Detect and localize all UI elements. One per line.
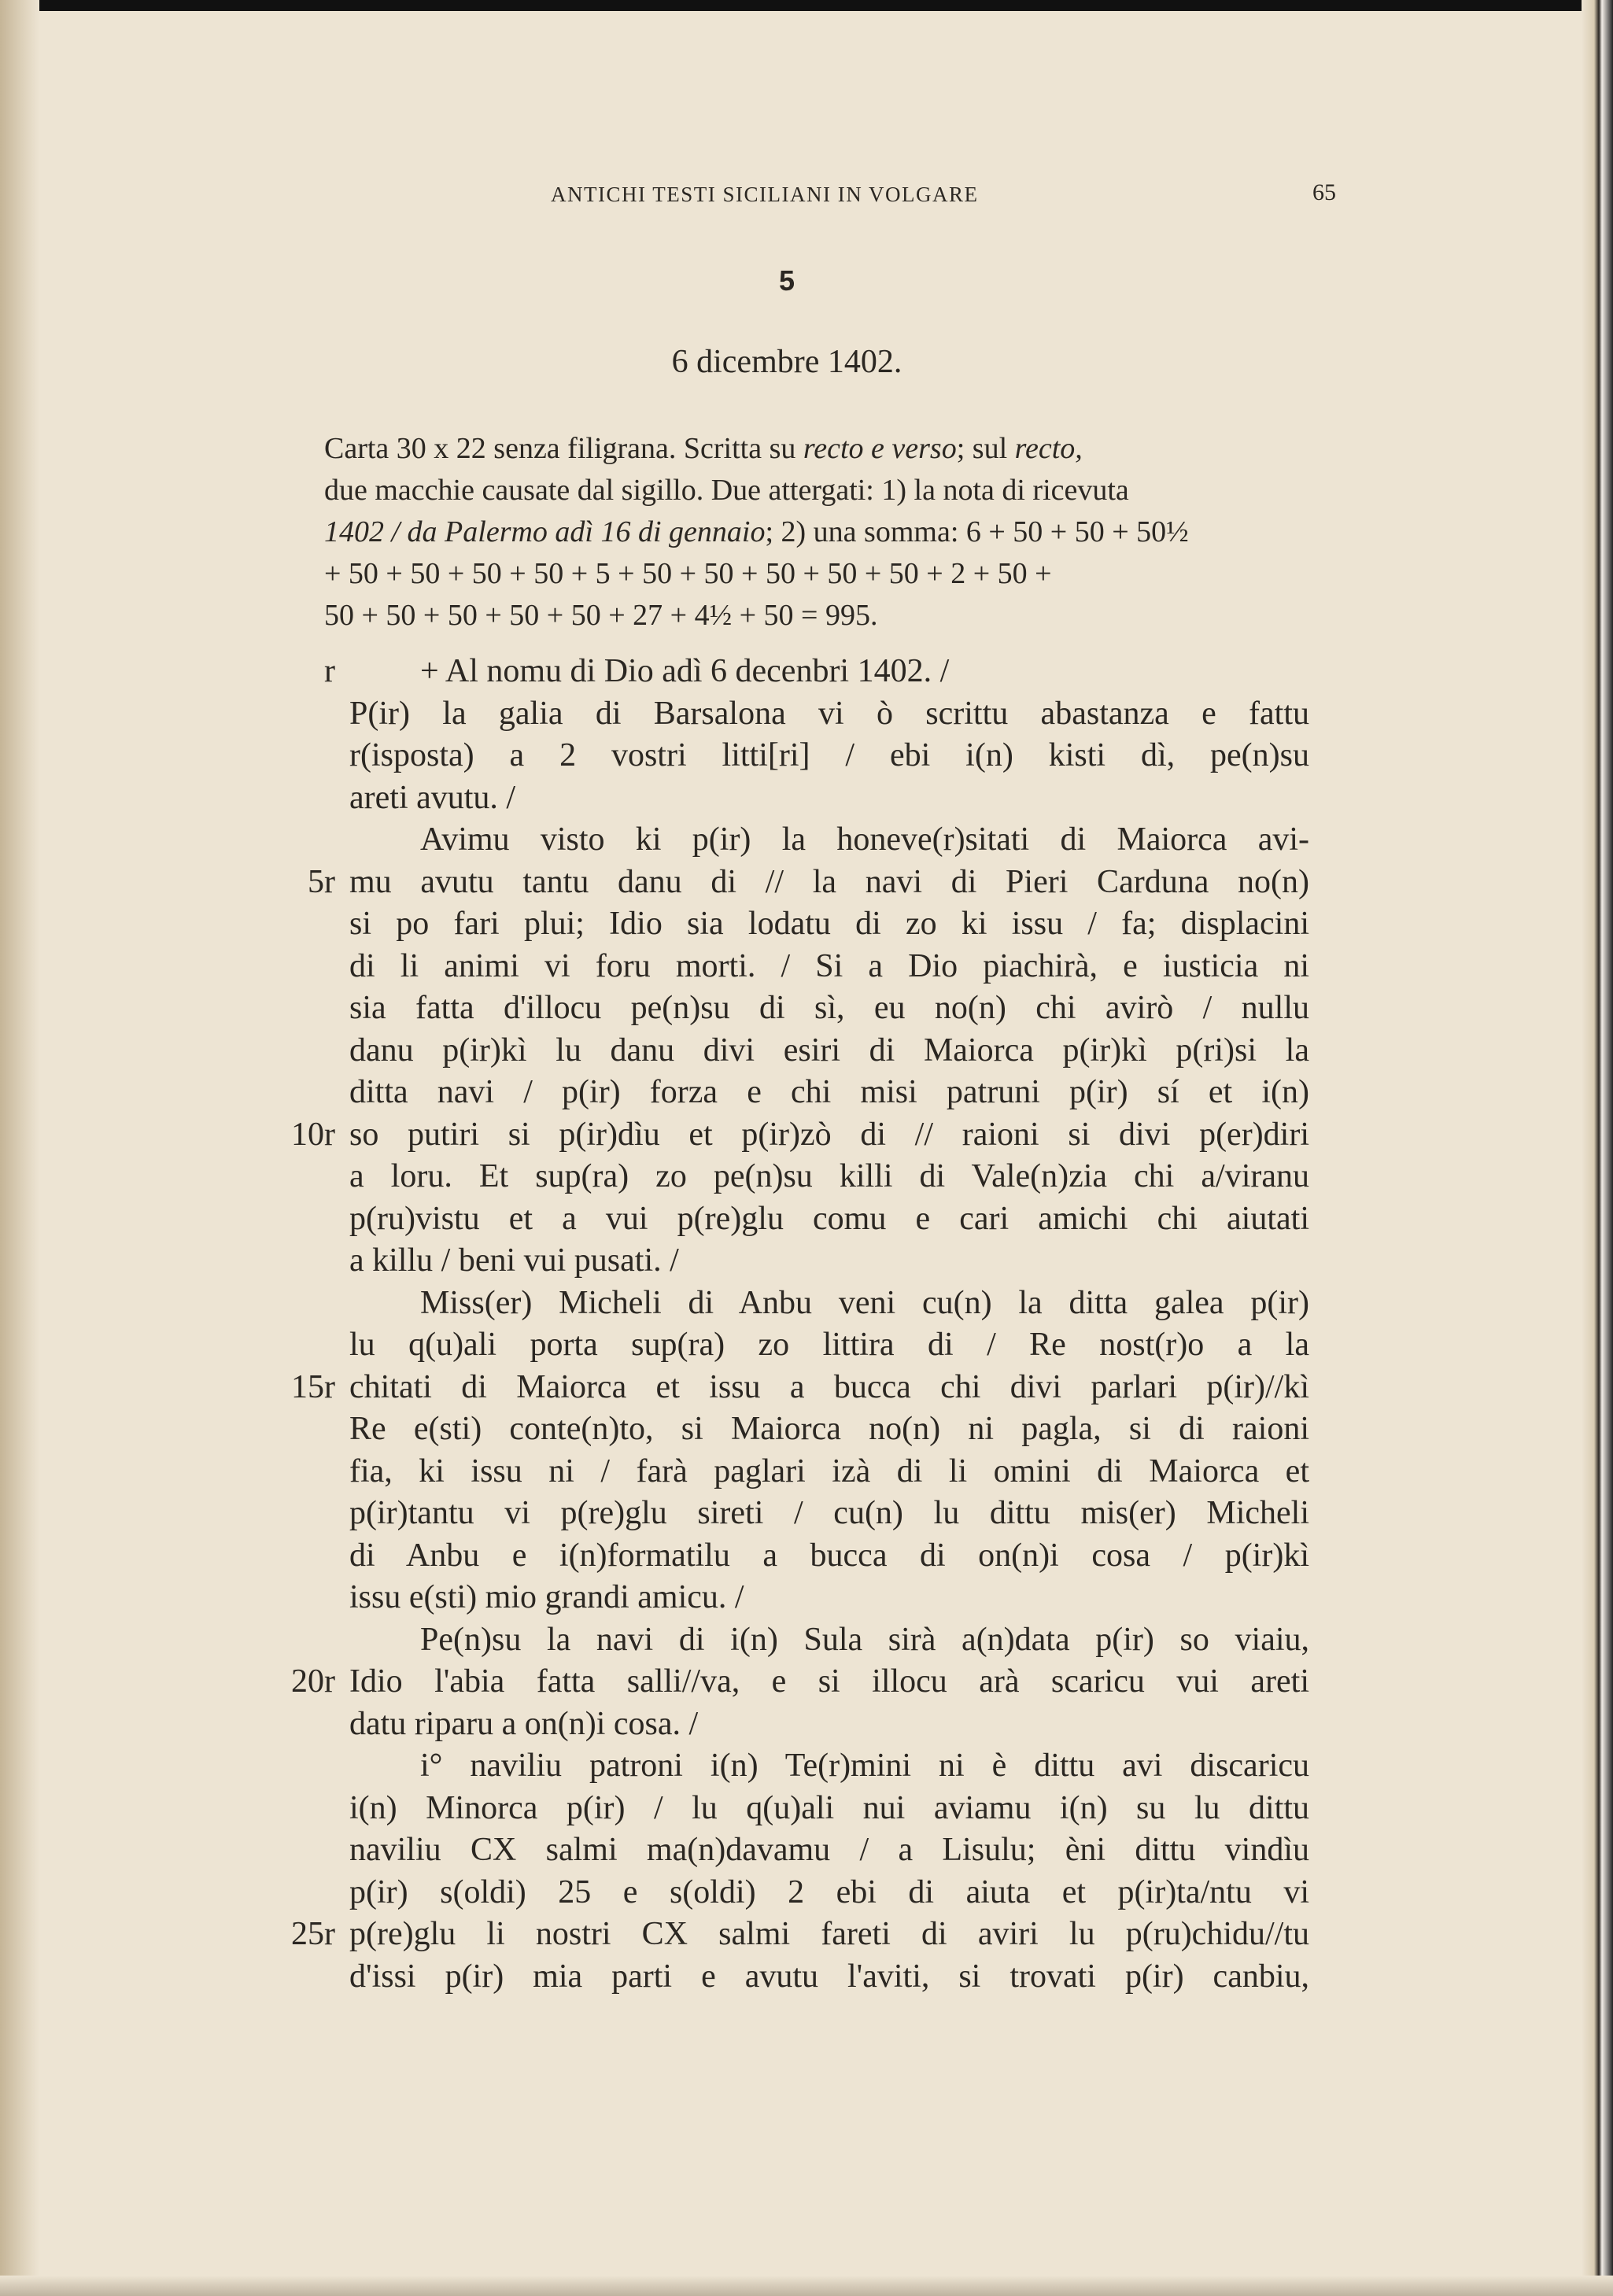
line-text: fia, ki issu ni / farà paglari izà di li omini di Maiorca et [349,1453,1309,1489]
text-line [349,819,1309,862]
text-line [349,987,1309,1030]
document-number: 5 [778,264,795,297]
text-line [349,735,1309,777]
document-description [324,428,1316,637]
description-line [324,595,1316,637]
text-line [349,1577,1309,1619]
line-text: mu avutu tantu danu di // la navi di Pieri Carduna no(n) [349,863,1309,900]
line-text: naviliu CX salmi ma(n)davamu / a Lisulu; èni dittu vindìu [349,1832,1309,1868]
line-number: 15r [291,1368,335,1405]
description-text: 50 + 50 + 50 + 50 + 50 + 27 + 4½ + 50 = 995. [324,599,878,632]
text-line [291,1914,1309,1956]
text-line [349,1619,1309,1662]
line-number: 5r [308,863,335,900]
line-text: p(ir)tantu vi p(re)glu sireti / cu(n) lu dittu mis(er) Micheli [349,1495,1309,1531]
line-text: issu e(sti) mio grandi amicu. / [349,1579,744,1615]
line-text: p(ru)vistu et a vui p(re)glu comu e cari amichi chi aiutati [349,1200,1309,1237]
text-line [349,1240,1309,1283]
line-text: p(ir) s(oldi) 25 e s(oldi) 2 ebi di aiuta et p(ir)ta/ntu vi [349,1873,1309,1910]
line-text: Pe(n)su la navi di i(n) Sula sirà a(n)data p(ir) so viaiu, [420,1621,1309,1658]
text-line [349,1324,1309,1367]
line-number: 20r [291,1663,335,1700]
line-text: datu riparu a on(n)i cosa. / [349,1705,699,1742]
page-edge-bottom [0,2276,1613,2296]
text-line [349,946,1309,988]
text-line [349,1283,1309,1325]
description-line [324,511,1316,553]
line-number: 25r [291,1916,335,1952]
line-text: p(re)glu li nostri CX salmi fareti di aviri lu p(ru)chidu//tu [349,1916,1309,1952]
line-text: i° naviliu patroni i(n) Te(r)mini ni è dittu avi discaricu [420,1748,1309,1784]
scan-border-top [0,0,1613,11]
page-edge-right [1582,0,1613,2296]
line-text: Miss(er) Micheli di Anbu veni cu(n) la ditta galea p(ir) [420,1284,1309,1321]
text-line [324,651,1309,693]
line-text: so putiri si p(ir)dìu et p(ir)zò di // raioni si divi p(er)diri [349,1116,1309,1153]
text-line [349,1451,1309,1493]
description-line [324,553,1316,595]
line-text: di Anbu e i(n)formatilu a bucca di on(n)i cosa / p(ir)kì [349,1537,1309,1574]
line-text: Re e(sti) conte(n)to, si Maiorca no(n) ni pagla, si di raioni [349,1411,1309,1447]
text-line [291,1661,1309,1704]
text-line [291,1114,1309,1157]
text-line [349,1156,1309,1198]
line-text: d'issi p(ir) mia parti e avutu l'aviti, si trovati p(ir) canbiu, [349,1958,1309,1995]
page-number: 65 [1312,179,1336,205]
description-line [324,428,1316,470]
line-text: chitati di Maiorca et issu a bucca chi divi parlari p(ir)//kì [349,1368,1309,1405]
text-line [349,1872,1309,1914]
description-italic: recto, [1014,432,1083,465]
line-text: lu q(u)ali porta sup(ra) zo littira di / Re nost(r)o a la [349,1327,1309,1363]
line-text: di li animi vi foru morti. / Si a Dio piachirà, e iusticia ni [349,947,1309,984]
description-text: due macchie causate dal sigillo. Due attergati: 1) la nota di ricevuta [324,474,1129,507]
description-italic: 1402 / da Palermo adì 16 di gennaio [324,515,766,548]
line-number: r [324,653,335,689]
text-line [349,1956,1309,1999]
line-text: Idio l'abia fatta salli//va, e si illocu arà scaricu vui areti [349,1663,1309,1700]
line-text: si po fari plui; Idio sia lodatu di zo ki issu / fa; displacini [349,906,1309,942]
text-line [349,1493,1309,1535]
description-line [324,470,1316,511]
document-date: 6 dicembre 1402. [671,344,902,380]
text-line [349,1408,1309,1451]
text-line [349,693,1309,736]
line-text: i(n) Minorca p(ir) / lu q(u)ali nui aviamu i(n) su lu dittu [349,1789,1309,1826]
text-line [349,777,1309,820]
line-text: a killu / beni vui pusati. / [349,1242,679,1279]
transcription-text [291,651,1309,1998]
text-line [349,903,1309,946]
line-text: P(ir) la galia di Barsalona vi ò scrittu abastanza e fattu [349,695,1309,732]
line-text: danu p(ir)kì lu danu divi esiri di Maiorca p(ir)kì p(ri)si la [349,1032,1309,1069]
description-italic: recto e verso [803,432,957,465]
description-text: ; sul [956,432,1015,465]
line-text: ditta navi / p(ir) forza e chi misi patruni p(ir) sí et i(n) [349,1074,1309,1110]
line-text: areti avutu. / [349,779,516,816]
text-line [349,1535,1309,1578]
line-text: r(isposta) a 2 vostri litti[ri] / ebi i(n) kisti dì, pe(n)su [349,737,1309,773]
description-text: Carta 30 x 22 senza filigrana. Scritta su [324,432,803,465]
text-line [349,1198,1309,1241]
text-line [291,1367,1309,1409]
text-line [349,1829,1309,1872]
text-line [349,1788,1309,1830]
running-header: ANTICHI TESTI SICILIANI IN VOLGARE [551,183,979,206]
text-line [349,1704,1309,1746]
text-line [308,862,1309,904]
line-text: Avimu visto ki p(ir) la honeve(r)sitati di Maiorca avi- [420,821,1309,858]
text-line [349,1072,1309,1114]
text-line [349,1030,1309,1072]
line-text: + Al nomu di Dio adì 6 decenbri 1402. / [420,653,950,689]
description-text: + 50 + 50 + 50 + 50 + 5 + 50 + 50 + 50 + 50 + 50 + 2 + 50 + [324,557,1052,590]
description-text: ; 2) una somma: 6 + 50 + 50 + 50½ [765,515,1189,548]
line-number: 10r [291,1116,335,1153]
line-text: sia fatta d'illocu pe(n)su di sì, eu no(n) chi avirò / nullu [349,990,1309,1026]
text-line [349,1745,1309,1788]
line-text: a loru. Et sup(ra) zo pe(n)su killi di Vale(n)zia chi a/viranu [349,1158,1309,1194]
